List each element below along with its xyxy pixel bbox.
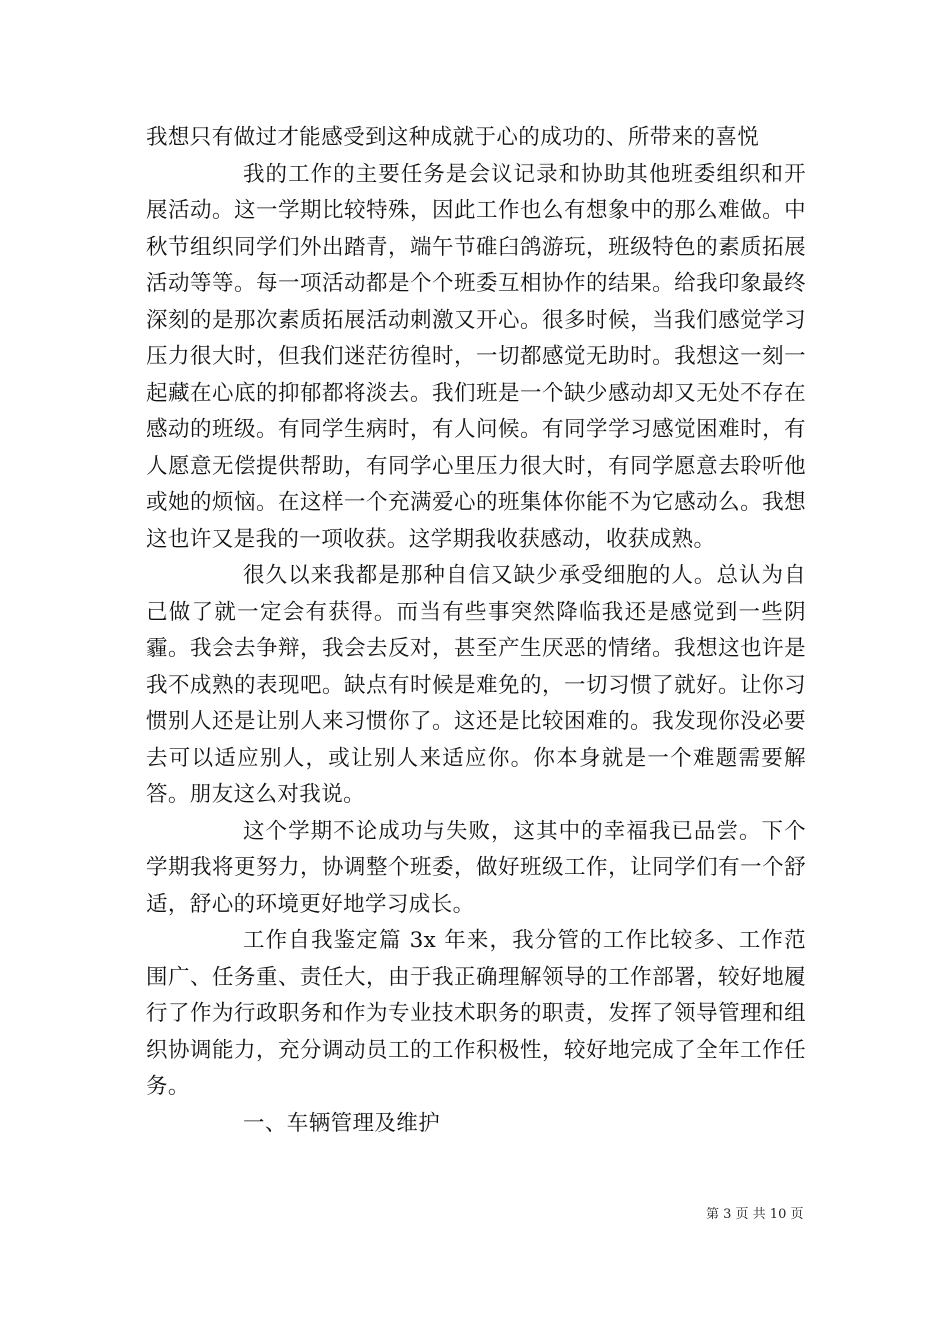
paragraph-work-appraisal: 工作自我鉴定篇 3x 年来，我分管的工作比较多、工作范围广、任务重、责任大，由于我正确理解领导的工作部署，较好地履行了作为行政职务和作为专业技术职务的职责，发挥了领导管理和组织协调能力，充分调动员工的工作积极性，较好地完成了全年工作任务。 [146, 928, 806, 1099]
page-number-footer: 第 3 页 共 10 页 [706, 1207, 804, 1222]
section-heading-vehicle-management: 一、车辆管理及维护 [243, 1110, 441, 1136]
paragraph-next-semester: 这个学期不论成功与失败，这其中的幸福我已品尝。下个学期我将更努力，协调整个班委，做好班级工作，让同学们有一个舒适，舒心的环境更好地学习成长。 [146, 818, 806, 917]
document-body [146, 120, 806, 1142]
paragraph-self-reflection: 很久以来我都是那种自信又缺少承受细胞的人。总认为自己做了就一定会有获得。而当有些事突然降临我还是感觉到一些阴霾。我会去争辩，我会去反对，甚至产生厌恶的情绪。我想这也许是我不成熟的表现吧。缺点有时候是难免的，一切习惯了就好。让你习惯别人还是让别人来习惯你了。这还是比较困难的。我发现你没必要去可以适应别人，或让别人来适应你。你本身就是一个难题需要解答。朋友这么对我说。 [146, 563, 806, 807]
paragraph-work-tasks: 我的工作的主要任务是会议记录和协助其他班委组织和开展活动。这一学期比较特殊，因此工作也么有想象中的那么难做。中秋节组织同学们外出踏青，端午节碓臼鸽游玩，班级特色的素质拓展活动等等。每一项活动都是个个班委互相协作的结果。给我印象最终深刻的是那次素质拓展活动刺激又开心。很多时候，当我们感觉学习压力很大时，但我们迷茫彷徨时，一切都感觉无助时。我想这一刻一起藏在心底的抑郁都将淡去。我们班是一个缺少感动却又无处不存在感动的班级。有同学生病时，有人问候。有同学学习感觉困难时，有人愿意无偿提供帮助，有同学心里压力很大时，有同学愿意去聆听他或她的烦恼。在这样一个充满爱心的班集体你能不为它感动么。我想这也许又是我的一项收获。这学期我收获感动，收获成熟。 [146, 161, 806, 552]
paragraph-continuation: 我想只有做过才能感受到这种成就于心的成功的、所带来的喜悦 [146, 125, 760, 150]
